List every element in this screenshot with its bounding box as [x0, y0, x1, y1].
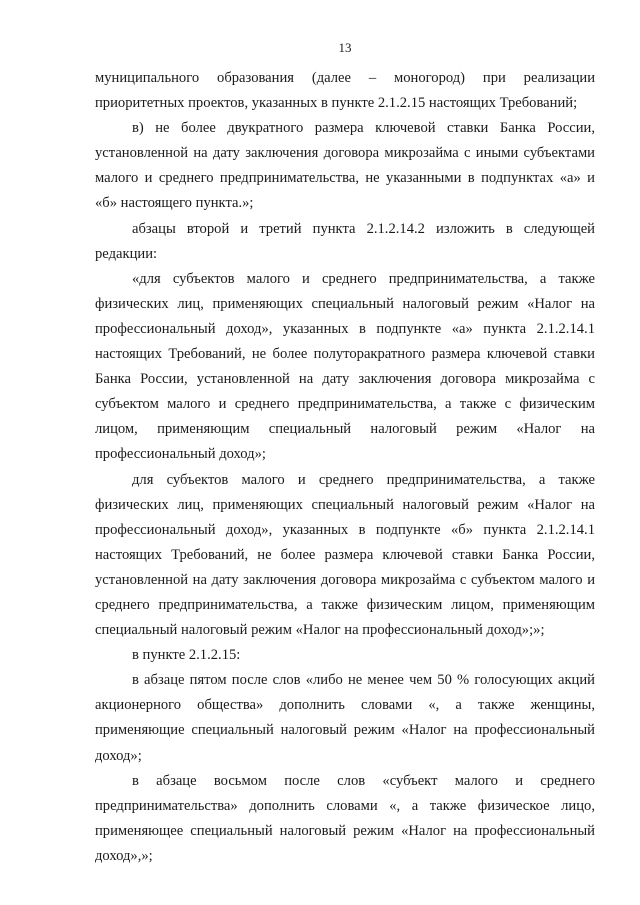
paragraph-5: для субъектов малого и среднего предпринимательства, а также физических лиц, применяющих специальный налоговый режим «Налог на профессиональный доход», указанных в подпункте «б» пункта 2.1.2.14.1 настоящих Требований, не более размера ключевой ставки Банка России, установленной на дату заключения договора микрозайма с субъектом малого и среднего предпринимательства, а также физическим лицом, применяющим специальный налоговый режим «Налог на профессиональный доход»;»;: [95, 471, 595, 639]
paragraph-4: «для субъектов малого и среднего предпринимательства, а также физических лиц, применяющих специальный налоговый режим «Налог на профессиональный доход», указанных в подпункте «а» пункта 2.1.2.14.1 настоящих Требований, не более полуторакратного размера ключевой ставки Банка России, установленной на дату заключения договора микрозайма с субъектом малого и среднего предпринимательства, а также с физическим лицом, применяющим специальный налоговый режим «Налог на профессиональный доход»;: [95, 270, 595, 463]
paragraph-6: в пункте 2.1.2.15:: [132, 647, 241, 664]
paragraph-7: в абзаце пятом после слов «либо не менее чем 50 % голосующих акций акционерного общества» дополнить словами «, а также женщины, применяющие специальный налоговый режим «Налог на профессиональный доход»;: [95, 672, 595, 764]
paragraph-2: в) не более двукратного размера ключевой ставки Банка России, установленной на дату заключения договора микрозайма с иными субъектами малого и среднего предпринимательства, не указанными в подпунктах «а» и «б» настоящего пункта.»;: [95, 120, 595, 212]
paragraph-1: муниципального образования (далее – моногород) при реализации приоритетных проектов, указанных в пункте 2.1.2.15 настоящих Требований;: [95, 70, 595, 112]
paragraph-8: в абзаце восьмом после слов «субъект малого и среднего предпринимательства» дополнить словами «, а также физическое лицо, применяющее специальный налоговый режим «Налог на профессиональный доход»,»;: [95, 772, 595, 864]
page-number: 13: [338, 40, 352, 55]
paragraph-3: абзацы второй и третий пункта 2.1.2.14.2 изложить в следующей редакции:: [95, 220, 595, 262]
